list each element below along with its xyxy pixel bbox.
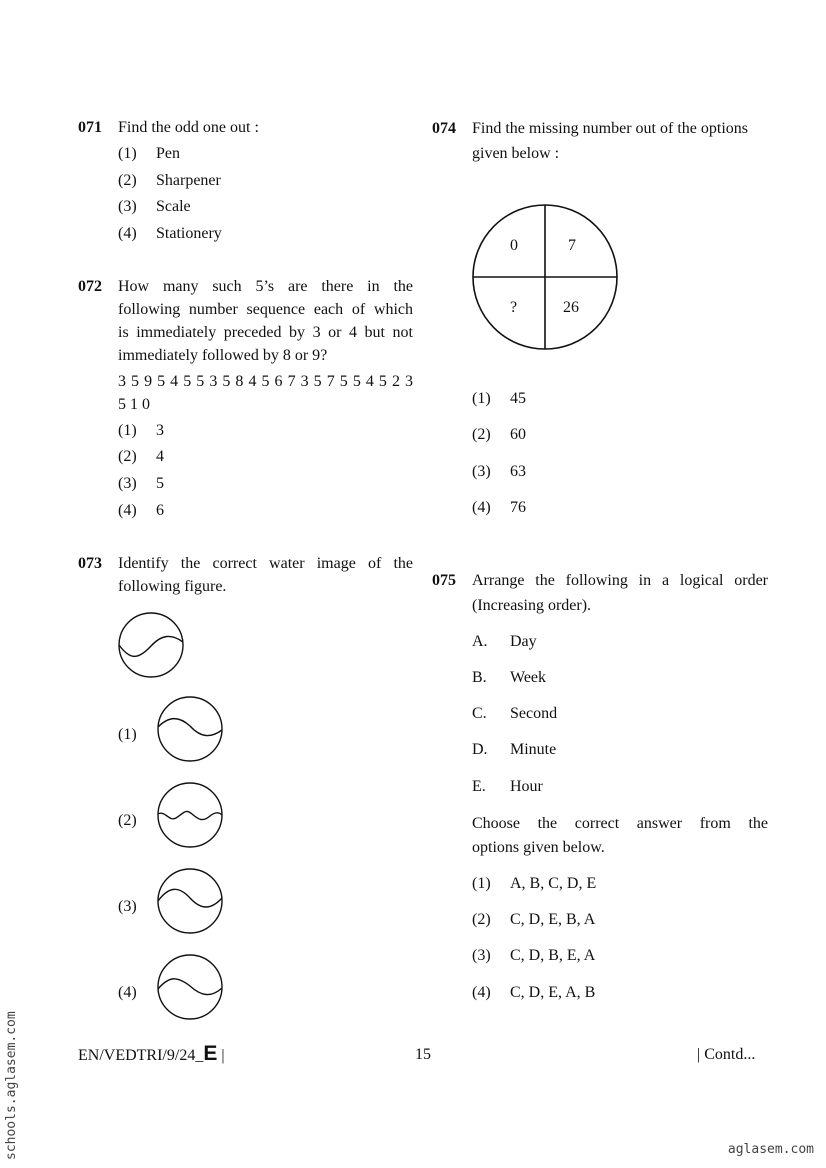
q072-line-4: immediately followed by 8 or 9? — [118, 347, 328, 364]
q071-number: 071 — [78, 119, 102, 136]
q075-item-b: B. Week — [472, 669, 547, 686]
q072-line-3: is immediately preceded by 3 or 4 but not — [118, 324, 413, 341]
q071-option-3: (3) Scale — [118, 198, 191, 215]
q074-circle-bottom-right: 26 — [563, 299, 579, 316]
q073-line-1: Identify the correct water image of the — [118, 555, 413, 572]
q072-line-2: following number sequence each of which — [118, 301, 413, 318]
q075-item-e: E. Hour — [472, 778, 543, 795]
paper-code-bar: | — [221, 1047, 225, 1064]
q075-line-2: (Increasing order). — [472, 597, 592, 614]
q075-number: 075 — [432, 572, 456, 589]
q074-option-3: (3) 63 — [472, 463, 526, 480]
q074-option-1: (1) 45 — [472, 390, 526, 407]
q075-option-1: (1) A, B, C, D, E — [472, 875, 597, 892]
q072-sequence-2: 5 1 0 — [118, 396, 150, 413]
q072-option-1: (1) 3 — [118, 422, 164, 439]
q072-option-3: (3) 5 — [118, 475, 164, 492]
q071-option-4: (4) Stationery — [118, 225, 222, 242]
q071-option-1: (1) Pen — [118, 145, 180, 162]
q074-circle-bottom-left: ? — [510, 299, 518, 316]
q073-option-1-label: (1) — [118, 726, 137, 743]
q074-number-circle — [472, 204, 618, 350]
q074-circle-top-left: 0 — [510, 237, 518, 254]
q072-option-2: (2) 4 — [118, 448, 164, 465]
contd-label: | Contd... — [697, 1046, 756, 1063]
q073-question-figure — [118, 612, 184, 678]
bottom-watermark: aglasem.com — [727, 1142, 814, 1157]
side-watermark: schools.aglasem.com — [4, 1011, 19, 1160]
q074-circle-top-right: 7 — [568, 237, 576, 254]
q073-option-2-figure — [157, 782, 223, 848]
q072-option-4: (4) 6 — [118, 502, 164, 519]
q073-option-4-label: (4) — [118, 984, 137, 1001]
q074-number: 074 — [432, 120, 456, 137]
q073-option-2-label: (2) — [118, 812, 137, 829]
q075-choose-line-1: Choose the correct answer from the — [472, 815, 768, 832]
q073-line-2: following figure. — [118, 578, 227, 595]
q072-line-1: How many such 5’s are there in the — [118, 278, 413, 295]
page-number: 15 — [415, 1046, 431, 1063]
q074-option-2: (2) 60 — [472, 426, 526, 443]
q071-text: Find the odd one out : — [118, 119, 259, 136]
paper-code-letter: E — [203, 1042, 218, 1065]
q075-option-4: (4) C, D, E, A, B — [472, 984, 596, 1001]
q072-number: 072 — [78, 278, 102, 295]
q075-option-3: (3) C, D, B, E, A — [472, 947, 596, 964]
q075-line-1: Arrange the following in a logical order — [472, 572, 768, 589]
q073-number: 073 — [78, 555, 102, 572]
q073-option-1-figure — [157, 696, 223, 762]
q074-line-1: Find the missing number out of the options — [472, 120, 748, 137]
q075-option-2: (2) C, D, E, B, A — [472, 911, 596, 928]
paper-code-text: EN/VEDTRI/9/24_ — [78, 1047, 204, 1064]
q075-choose-line-2: options given below. — [472, 839, 605, 856]
q074-option-4: (4) 76 — [472, 499, 526, 516]
q073-option-4-figure — [157, 954, 223, 1020]
q073-option-3-label: (3) — [118, 898, 137, 915]
q072-sequence-1: 3 5 9 5 4 5 5 3 5 8 4 5 6 7 3 5 7 5 5 4 5 2 3 — [118, 373, 413, 390]
q073-option-3-figure — [157, 868, 223, 934]
q075-item-c: C. Second — [472, 705, 558, 722]
q075-item-d: D. Minute — [472, 741, 557, 758]
q074-line-2: given below : — [472, 145, 560, 162]
paper-code — [78, 1043, 225, 1067]
q071-option-2: (2) Sharpener — [118, 172, 221, 189]
q075-item-a: A. Day — [472, 633, 537, 650]
